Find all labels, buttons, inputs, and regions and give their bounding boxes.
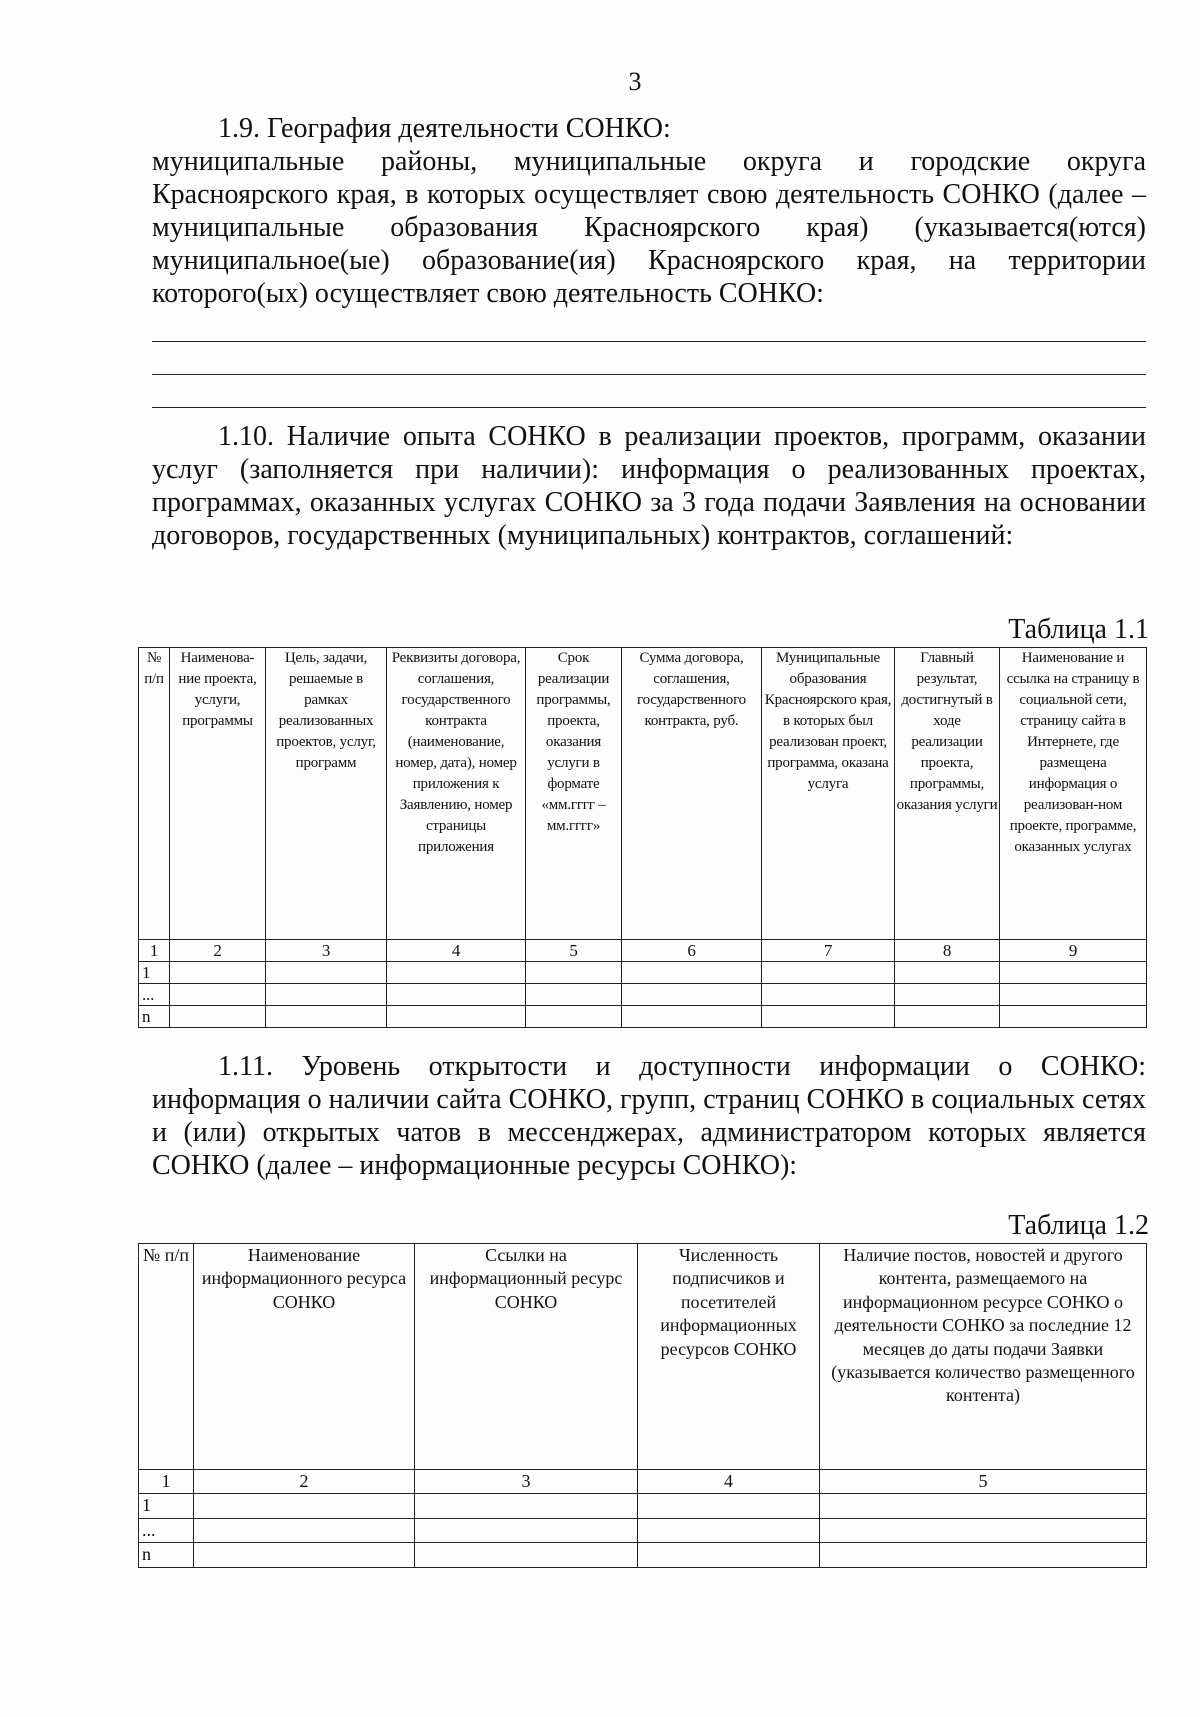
t1-header-cell: Наименование и ссылка на страницу в социальной сети, страницу сайта в Интернете, где размещена информация о реализован-ном проекте, программе, оказанных услугах — [1000, 648, 1147, 940]
table-1-2-header-row — [139, 1244, 1147, 1470]
t1-header-cell: Реквизиты договора, соглашения, государственного контракта (наименование, номер, дата), номер приложения к Заявлению, номер страницы приложения — [387, 648, 526, 940]
t1-empty-cell — [266, 1006, 387, 1028]
t1-col-number: 2 — [170, 940, 266, 962]
fill-line-1 — [152, 341, 1146, 342]
t2-row-label: ... — [139, 1518, 194, 1542]
t2-header-cell: № п/п — [139, 1244, 194, 1470]
fill-line-3 — [152, 407, 1146, 408]
t2-empty-cell — [638, 1543, 820, 1567]
t1-empty-cell — [387, 962, 526, 984]
t1-empty-cell — [266, 984, 387, 1006]
t1-empty-cell — [170, 1006, 266, 1028]
table-1-1-header-row — [139, 648, 1147, 940]
t2-empty-cell — [194, 1518, 415, 1542]
t2-empty-cell — [820, 1543, 1147, 1567]
section-1-9 — [152, 112, 1146, 310]
t2-empty-cell — [638, 1494, 820, 1518]
table-row — [139, 1494, 1147, 1518]
t2-col-number: 4 — [638, 1470, 820, 1494]
t1-empty-cell — [622, 962, 762, 984]
t2-header-cell: Наименование информационного ресурса СОНКО — [194, 1244, 415, 1470]
table-1-2-caption: Таблица 1.2 — [1008, 1210, 1149, 1241]
t1-col-number: 8 — [895, 940, 1000, 962]
t1-header-cell: № п/п — [139, 648, 170, 940]
t1-empty-cell — [622, 1006, 762, 1028]
t2-empty-cell — [415, 1543, 638, 1567]
t1-col-number: 9 — [1000, 940, 1147, 962]
t1-header-cell: Наименова-ние проекта, услуги, программы — [170, 648, 266, 940]
section-1-9-body: муниципальные районы, муниципальные округа и городские округа Красноярского края, в которых осуществляет свою деятельность СОНКО (далее – муниципальные образования Красноярского края) (указывается(ются) муниципальное(ые) образование(ия) Красноярского края, на территории которого(ых) осуществляет свою деятельность СОНКО: — [152, 146, 1146, 309]
t1-empty-cell — [1000, 1006, 1147, 1028]
t1-empty-cell — [1000, 984, 1147, 1006]
t1-header-cell: Цель, задачи, решаемые в рамках реализованных проектов, услуг, программ — [266, 648, 387, 940]
t2-empty-cell — [415, 1518, 638, 1542]
t1-row-label: ... — [139, 984, 170, 1006]
t2-col-number: 3 — [415, 1470, 638, 1494]
t1-header-cell: Сумма договора, соглашения, государственного контракта, руб. — [622, 648, 762, 940]
table-1-2-number-row — [139, 1470, 1147, 1494]
t2-row-label: n — [139, 1543, 194, 1567]
table-1-1 — [138, 647, 1147, 1028]
table-row — [139, 1006, 1147, 1028]
t1-header-cell: Муниципальные образования Красноярского края, в которых был реализован проект, программа, оказана услуга — [762, 648, 895, 940]
t1-row-label: n — [139, 1006, 170, 1028]
table-row — [139, 1518, 1147, 1542]
fill-line-2 — [152, 374, 1146, 375]
t1-empty-cell — [895, 962, 1000, 984]
t1-empty-cell — [895, 984, 1000, 1006]
t1-col-number: 5 — [526, 940, 622, 962]
t1-empty-cell — [1000, 962, 1147, 984]
t2-empty-cell — [820, 1518, 1147, 1542]
t1-col-number: 7 — [762, 940, 895, 962]
t2-row-label: 1 — [139, 1494, 194, 1518]
t2-empty-cell — [415, 1494, 638, 1518]
t1-empty-cell — [170, 984, 266, 1006]
t1-empty-cell — [526, 962, 622, 984]
t2-empty-cell — [194, 1543, 415, 1567]
t1-empty-cell — [170, 962, 266, 984]
t1-empty-cell — [387, 1006, 526, 1028]
table-1-2 — [138, 1243, 1147, 1568]
t2-col-number: 2 — [194, 1470, 415, 1494]
t1-empty-cell — [266, 962, 387, 984]
t1-header-cell: Главный результат, достигнутый в ходе реализации проекта, программы, оказания услуги — [895, 648, 1000, 940]
table-1-1-number-row — [139, 940, 1147, 962]
section-1-11-text: 1.11. Уровень открытости и доступности информации о СОНКО: информация о наличии сайта СОНКО, групп, страниц СОНКО в социальных сетях и (или) открытых чатов в мессенджерах, администратором которых является СОНКО (далее – информационные ресурсы СОНКО): — [152, 1051, 1146, 1181]
section-1-9-heading: 1.9. География деятельности СОНКО: — [218, 113, 671, 144]
table-row — [139, 1543, 1147, 1567]
t2-empty-cell — [820, 1494, 1147, 1518]
t1-empty-cell — [526, 1006, 622, 1028]
t1-col-number: 3 — [266, 940, 387, 962]
t1-empty-cell — [762, 1006, 895, 1028]
t1-empty-cell — [762, 984, 895, 1006]
t2-col-number: 5 — [820, 1470, 1147, 1494]
t2-header-cell: Ссылки на информационный ресурс СОНКО — [415, 1244, 638, 1470]
section-1-10-text: 1.10. Наличие опыта СОНКО в реализации проектов, программ, оказании услуг (заполняется при наличии): информация о реализованных проектах, программах, оказанных услугах СОНКО за 3 года подачи Заявления на основании договоров, государственных (муниципальных) контрактов, соглашений: — [152, 421, 1146, 551]
t1-col-number: 4 — [387, 940, 526, 962]
t1-col-number: 6 — [622, 940, 762, 962]
t2-header-cell: Наличие постов, новостей и другого контента, размещаемого на информационном ресурсе СОНКО о деятельности СОНКО за последние 12 месяцев до даты подачи Заявки (указывается количество размещенного контента) — [820, 1244, 1147, 1470]
t2-header-cell: Численность подписчиков и посетителей информационных ресурсов СОНКО — [638, 1244, 820, 1470]
t1-empty-cell — [526, 984, 622, 1006]
t1-empty-cell — [622, 984, 762, 1006]
t1-col-number: 1 — [139, 940, 170, 962]
page-number: 3 — [628, 67, 642, 96]
t1-empty-cell — [895, 1006, 1000, 1028]
table-1-1-caption: Таблица 1.1 — [1008, 614, 1149, 645]
t1-header-cell: Срок реализации программы, проекта, оказания услуги в формате «мм.гггг – мм.гггг» — [526, 648, 622, 940]
t1-row-label: 1 — [139, 962, 170, 984]
table-row — [139, 984, 1147, 1006]
t2-empty-cell — [638, 1518, 820, 1542]
table-row — [139, 962, 1147, 984]
t1-empty-cell — [387, 984, 526, 1006]
t1-empty-cell — [762, 962, 895, 984]
t2-empty-cell — [194, 1494, 415, 1518]
t2-col-number: 1 — [139, 1470, 194, 1494]
